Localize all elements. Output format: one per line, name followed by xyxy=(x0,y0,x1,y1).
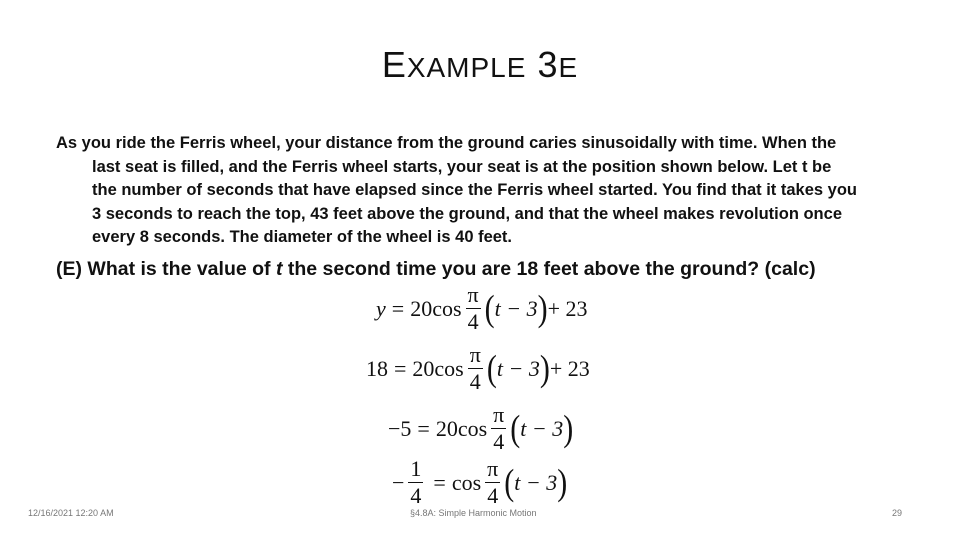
equation-coefficient: 20cos xyxy=(410,295,462,321)
problem-line: As you ride the Ferris wheel, your distance from the ground caries sinusoidally with time. When the xyxy=(56,134,837,152)
equation-tail: + 23 xyxy=(547,295,588,321)
equals-sign: = xyxy=(394,355,407,381)
fraction-numerator: π xyxy=(493,402,505,427)
fraction-numerator: π xyxy=(469,342,481,367)
fraction-numerator: 1 xyxy=(410,456,422,481)
slide-title xyxy=(0,44,960,86)
question-suffix: the second time you are 18 feet above the ground? (calc) xyxy=(282,258,816,280)
equation-4 xyxy=(392,458,567,507)
equals-sign: = xyxy=(417,415,430,441)
open-paren: ( xyxy=(510,407,521,449)
fraction-denominator: 4 xyxy=(469,369,481,394)
problem-line: every 8 seconds. The diameter of the wheel is 40 feet. xyxy=(92,228,513,246)
footer-page-number: 29 xyxy=(892,508,903,518)
equation-coefficient: cos xyxy=(451,469,482,495)
footer-date: 12/16/2021 12:20 AM xyxy=(28,508,114,518)
fraction xyxy=(408,458,423,507)
problem-line: last seat is filled, and the Ferris wheel starts, your seat is at the position shown below. Let t be xyxy=(92,157,832,176)
open-paren: ( xyxy=(504,461,515,503)
problem-line: 3 seconds to reach the top, 43 feet above the ground, and that the wheel makes revolution once xyxy=(92,204,842,223)
question-text xyxy=(56,258,936,281)
close-paren: ) xyxy=(539,347,550,389)
equation-3 xyxy=(388,404,573,453)
fraction xyxy=(466,284,481,333)
equals-sign: = xyxy=(433,469,446,495)
question-variable: t xyxy=(275,258,283,280)
minus-sign: − xyxy=(392,469,405,495)
footer-section: §4.8A: Simple Harmonic Motion xyxy=(410,508,537,518)
fraction xyxy=(468,344,483,393)
problem-statement xyxy=(56,132,936,250)
equation-inner: t − 3 xyxy=(514,469,558,495)
close-paren: ) xyxy=(537,287,548,329)
equation-coefficient: 20cos xyxy=(435,415,488,441)
equation-2 xyxy=(366,344,590,393)
equals-sign: = xyxy=(391,295,405,321)
equation-coefficient: 20cos xyxy=(412,355,464,381)
close-paren: ) xyxy=(557,461,568,503)
equation-lhs: y xyxy=(376,295,386,321)
title-letter: E xyxy=(558,52,579,83)
equation-1 xyxy=(376,284,588,333)
fraction xyxy=(485,458,500,507)
fraction xyxy=(491,404,506,453)
equation-lhs: 18 xyxy=(366,355,388,381)
fraction-numerator: π xyxy=(467,282,479,307)
equation-lhs: −5 xyxy=(388,415,412,441)
open-paren: ( xyxy=(484,287,495,329)
problem-line: the number of seconds that have elapsed since the Ferris wheel started. You find that it takes you xyxy=(92,181,857,199)
equation-inner: t − 3 xyxy=(494,295,538,321)
equation-tail: + 23 xyxy=(549,355,590,381)
open-paren: ( xyxy=(486,347,497,389)
fraction-denominator: 4 xyxy=(487,483,499,508)
title-number: 3 xyxy=(537,44,559,85)
fraction-denominator: 4 xyxy=(410,483,422,508)
close-paren: ) xyxy=(563,407,574,449)
title-rest: XAMPLE xyxy=(406,52,527,83)
question-prefix: (E) What is the value of xyxy=(56,258,276,280)
equation-inner: t − 3 xyxy=(520,415,564,441)
title-initial: E xyxy=(381,44,407,85)
fraction-denominator: 4 xyxy=(467,309,479,334)
fraction-numerator: π xyxy=(487,456,499,481)
fraction-denominator: 4 xyxy=(493,429,505,454)
equation-inner: t − 3 xyxy=(496,355,540,381)
